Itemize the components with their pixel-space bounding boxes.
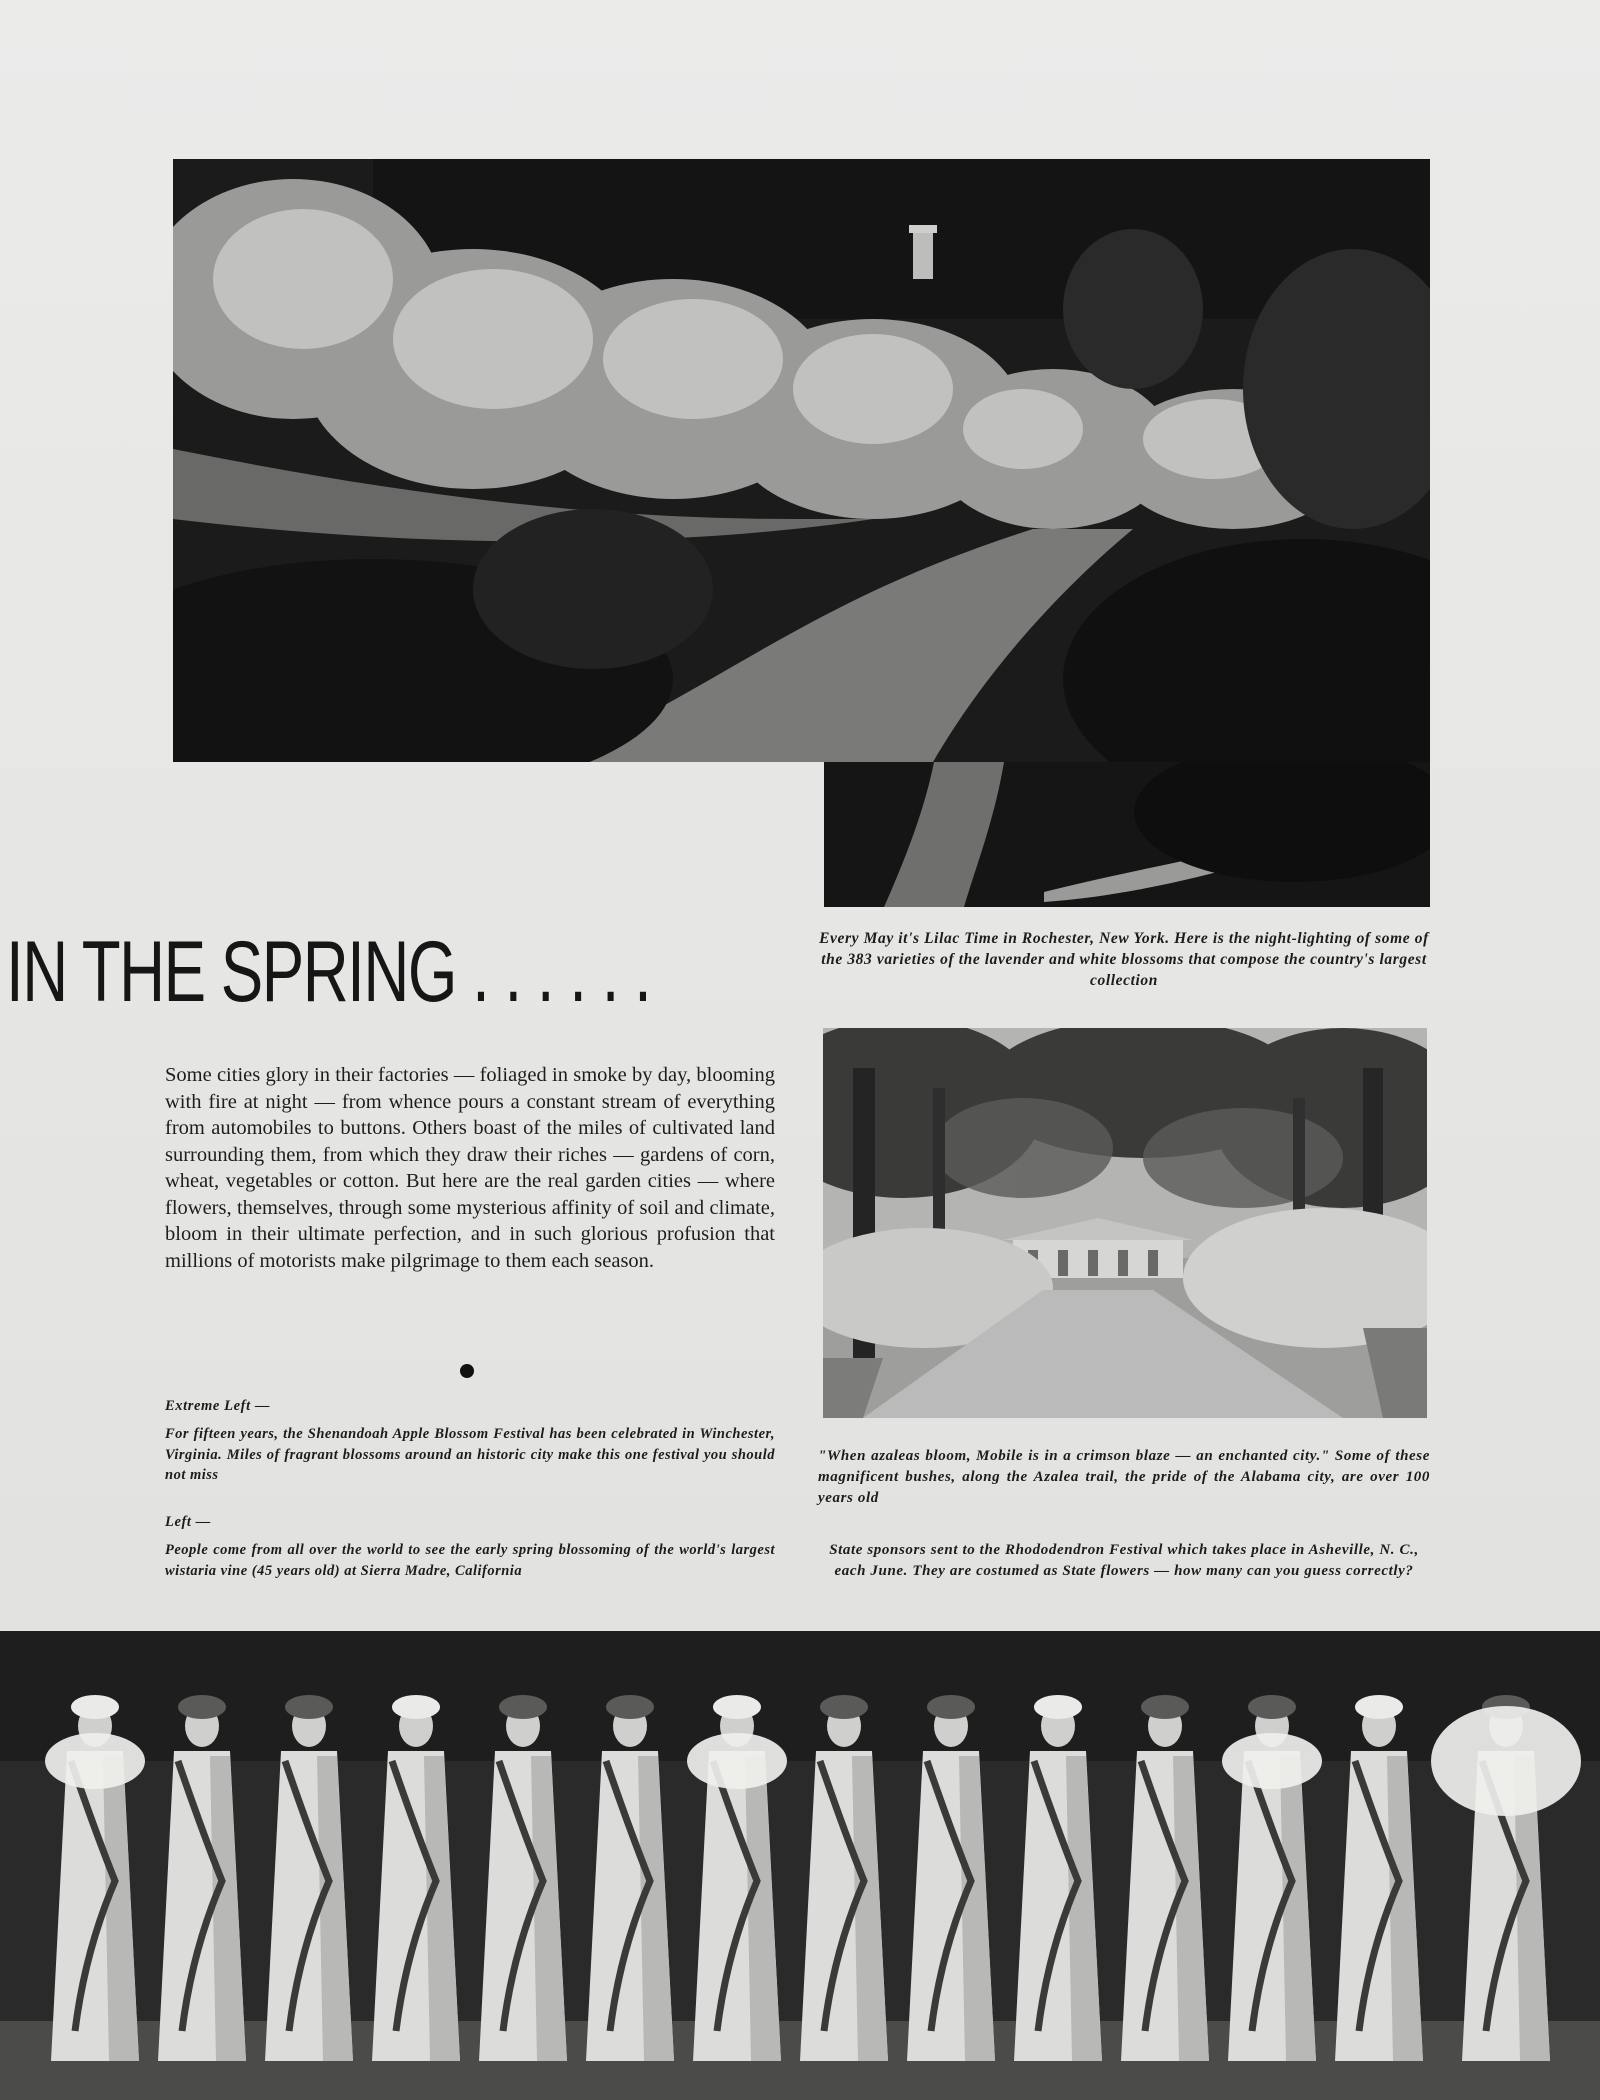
extreme-left-caption: For fifteen years, the Shenandoah Apple Blossom Festival has been celebrated in Winchester, Virginia. Miles of fragrant blossoms around an historic city make this one festival you should not miss [165, 1426, 775, 1483]
bullet-dot [460, 1364, 474, 1378]
azalea-caption: "When azaleas bloom, Mobile is in a crimson blaze — an enchanted city." Some of these magnificent bushes, along the Azalea trail, the pride of the Alabama city, are over 100 years old [818, 1448, 1430, 1506]
rhododendron-caption: State sponsors sent to the Rhododendron Festival which takes place in Asheville, N. C., each June. They are costumed as State flowers — how many can you guess correctly? [829, 1542, 1419, 1579]
azalea-trail-photo [823, 1028, 1427, 1418]
left-caption: People come from all over the world to see the early spring blossoming of the world's largest wistaria vine (45 years old) at Sierra Madre, California [165, 1542, 775, 1579]
left-label: Left — [165, 1514, 211, 1530]
lilac-caption: Every May it's Lilac Time in Rochester, New York. Here is the night-lighting of some of the 383 varieties of the lavender and white blossoms that compose the country's largest collection [819, 930, 1429, 989]
headline: IN THE SPRING . . . . . . [6, 924, 651, 1020]
intro-paragraph: Some cities glory in their factories — foliaged in smoke by day, blooming with fire at night — from whence pours a constant stream of everything from automobiles to buttons. Others boast of the miles of cultivated land surrounding them, from which they draw their riches — gardens of corn, wheat, vegetables or cotton. But here are the real garden cities — where flowers, themselves, through some mysterious affinity of soil and climate, bloom in their ultimate perfection, and in such glorious profusion that millions of motorists make pilgrimage to them each season. [165, 1064, 775, 1272]
rhododendron-sponsors-photo [0, 1631, 1600, 2100]
lilac-night-photo-lower [824, 762, 1430, 907]
extreme-left-label: Extreme Left — [165, 1398, 271, 1414]
lilac-night-photo [173, 159, 1430, 762]
